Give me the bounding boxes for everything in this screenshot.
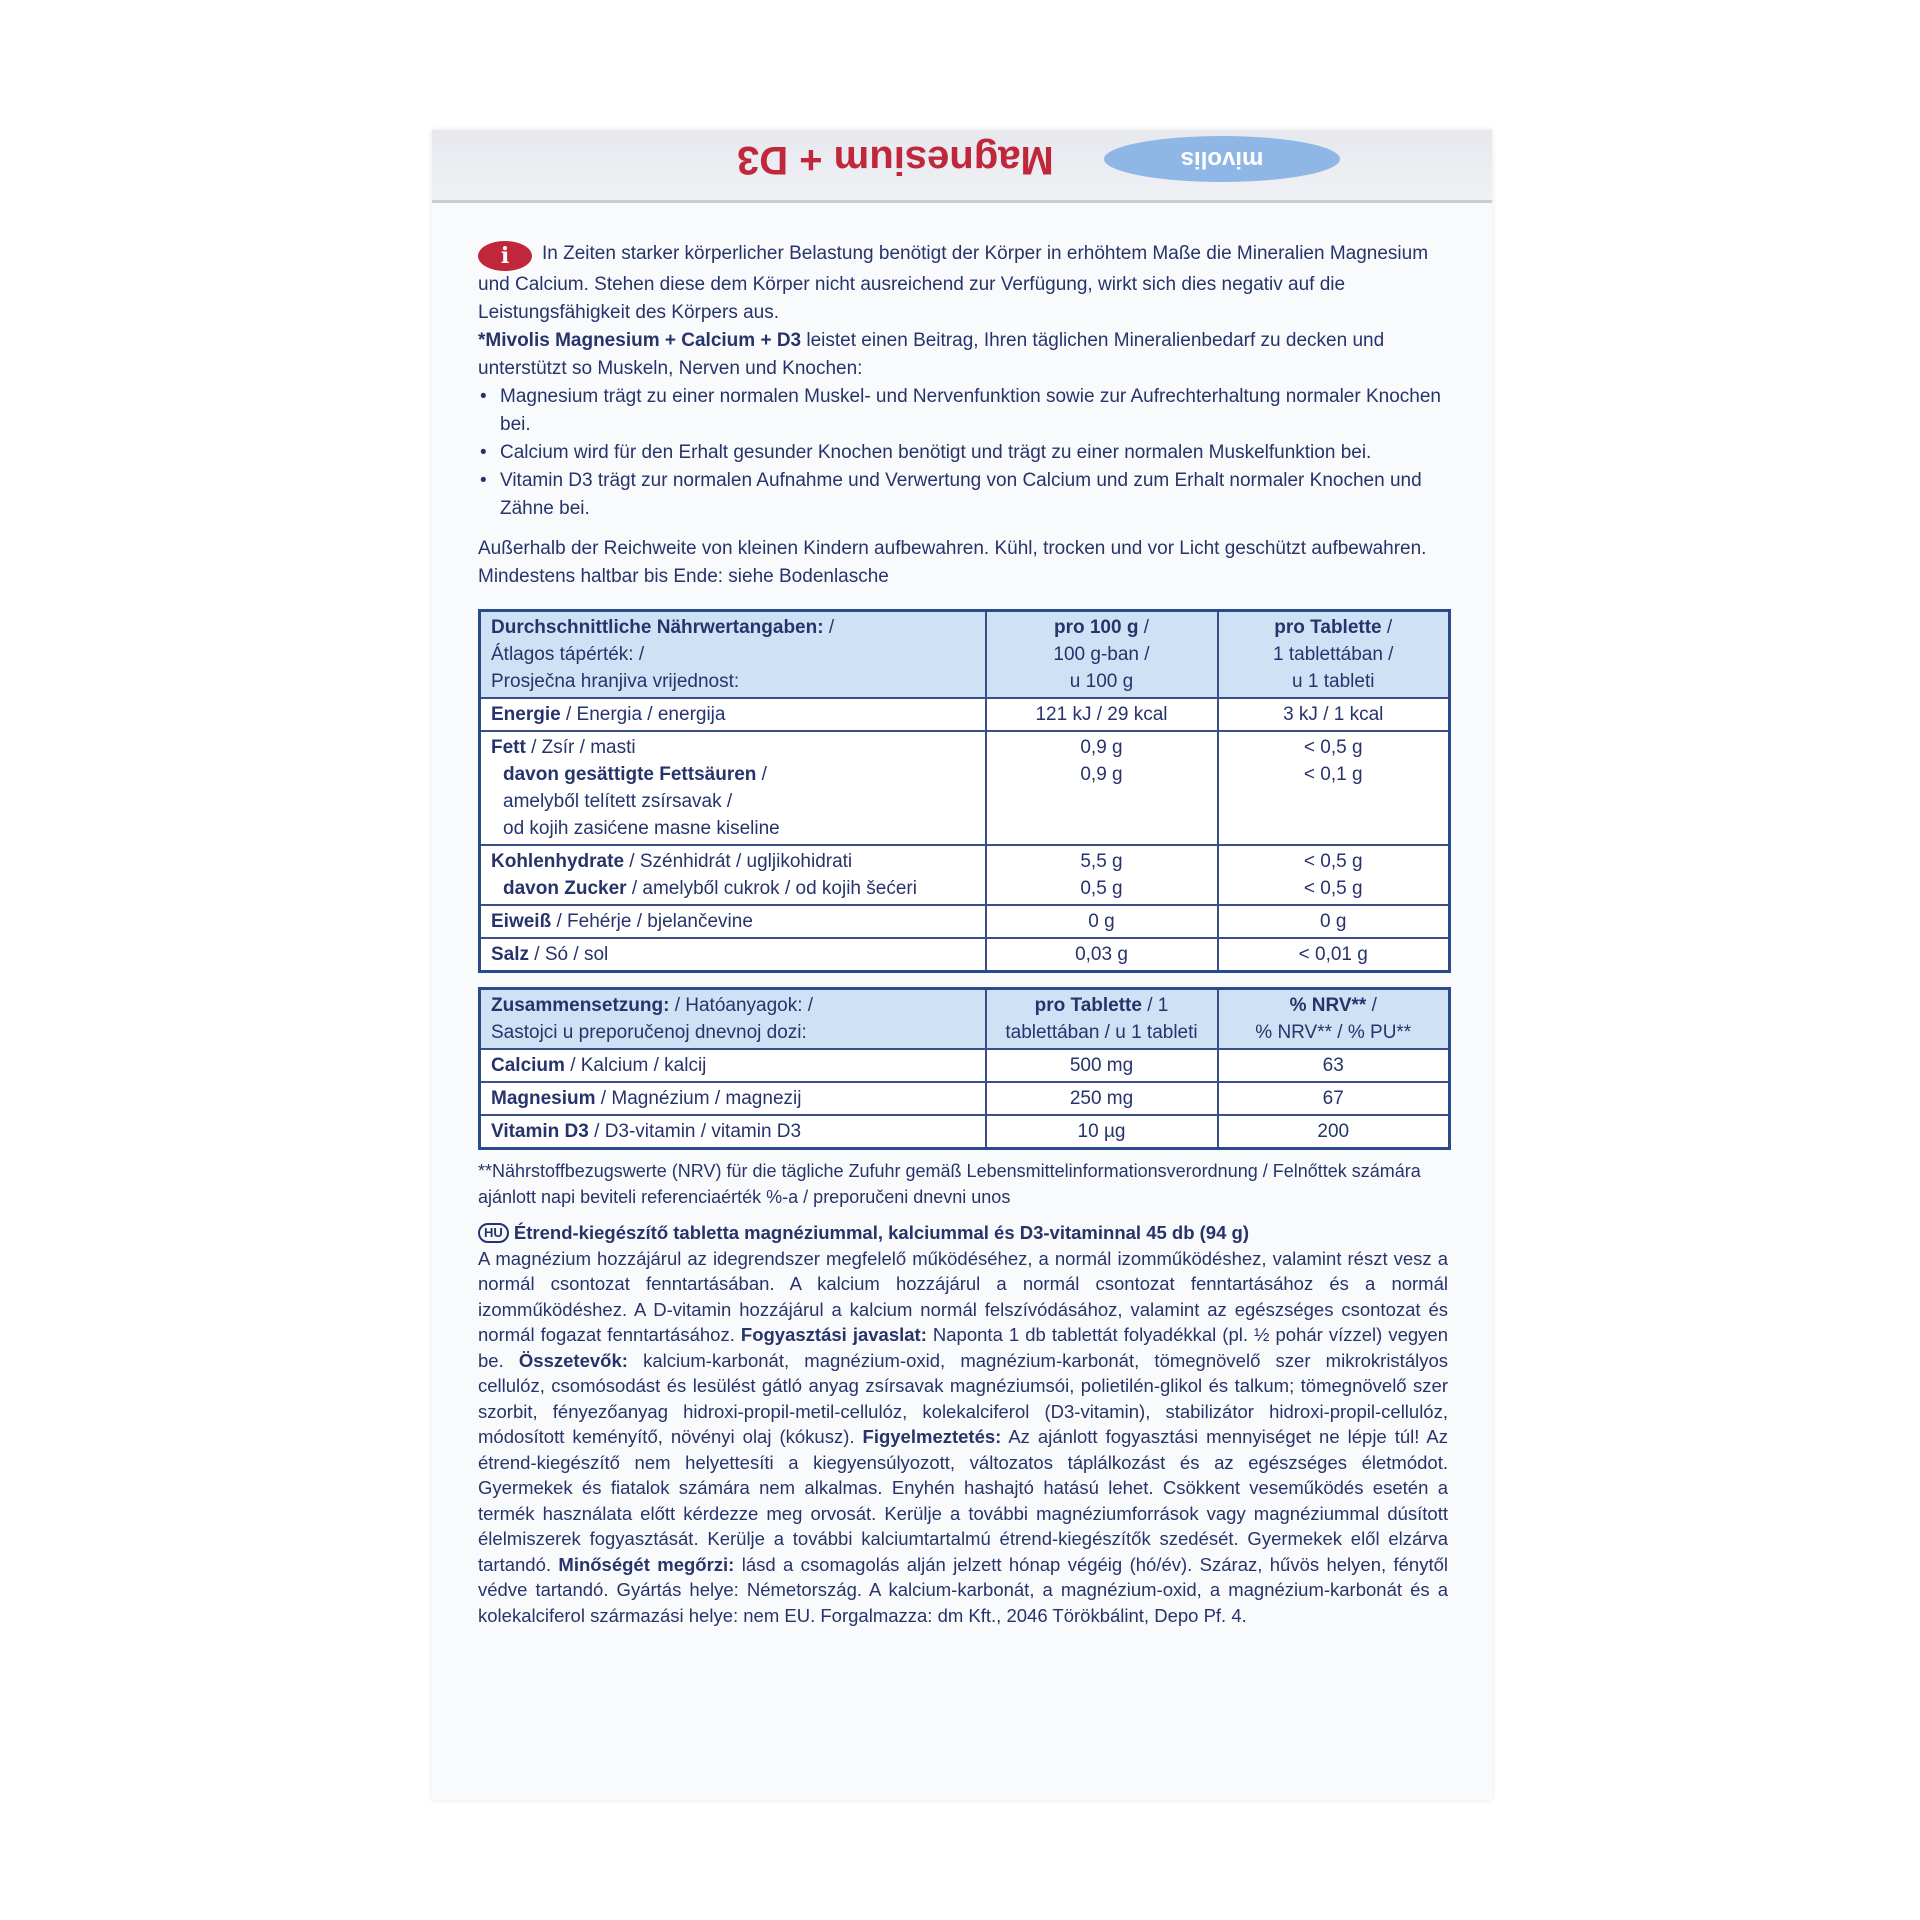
hungarian-section (478, 1220, 1448, 1628)
fat-per100: 0,9 g 0,9 g (986, 731, 1218, 845)
carbs-label: Kohlenhydrate / Szénhidrát / ugljikohidrati davon Zucker / amelyből cukrok / od kojih šećeri (480, 845, 986, 905)
table-row (480, 845, 1450, 905)
salt-label: Salz / Só / sol (480, 938, 986, 972)
table-row (480, 611, 1450, 699)
vitamin-d3-nrv: 200 (1218, 1115, 1450, 1149)
intro-paragraph: i In Zeiten starker körperlicher Belastung benötigt der Körper in erhöhtem Maße die Mineralien Magnesium und Calcium. Stehen diese dem Körper nicht ausreichend zur Verfügung, wirkt sich dies negativ auf die Leistungsfähigkeit des Körpers aus. (478, 243, 1429, 323)
list-item: • Calcium wird für den Erhalt gesunder Knochen benötigt und trägt zu einer normalen Muskelfunktion bei. (478, 439, 1448, 467)
magnesium-pertablet: 250 mg (986, 1082, 1218, 1115)
magnesium-label: Magnesium / Magnézium / magnezij (480, 1082, 986, 1115)
nrv-footnote: **Nährstoffbezugswerte (NRV) für die tägliche Zufuhr gemäß Lebensmittelinformationsverordnung / Felnőttek számára ajánlott napi beviteli referenciaérték %-a / preporučeni dnevni unos (478, 1161, 1421, 1207)
table-row (480, 1115, 1450, 1149)
flap-product-title: Magnesium + D3 (737, 138, 1054, 182)
nutrition-header-label: Durchschnittliche Nährwertangaben: / Átlagos tápérték: / Prosječna hranjiva vrijednost: (480, 611, 986, 699)
vitamin-d3-label: Vitamin D3 / D3-vitamin / vitamin D3 (480, 1115, 986, 1149)
energy-per100: 121 kJ / 29 kcal (986, 698, 1218, 731)
top-flap (432, 130, 1492, 203)
carbs-per100: 5,5 g 0,5 g (986, 845, 1218, 905)
calcium-pertablet: 500 mg (986, 1049, 1218, 1082)
benefit-list (478, 383, 1448, 523)
table-row (480, 1049, 1450, 1082)
nutrition-header-pertablet: pro Tablette / 1 tablettában / u 1 tableti (1218, 611, 1450, 699)
table-row (480, 905, 1450, 938)
intro-text (478, 240, 1448, 591)
composition-table (478, 987, 1451, 1150)
table-row (480, 938, 1450, 972)
label-content (478, 240, 1448, 1628)
list-item: • Vitamin D3 trägt zur normalen Aufnahme und Verwertung von Calcium und zum Erhalt normaler Knochen und Zähne bei. (478, 467, 1448, 523)
intro-claim: *Mivolis Magnesium + Calcium + D3 leistet einen Beitrag, Ihren täglichen Mineralienbedarf zu decken und unterstützt so Muskeln, Nerven und Knochen: (478, 330, 1385, 379)
hungarian-body: A magnézium hozzájárul az idegrendszer megfelelő működéséhez, a normál izomműködéshez, valamint részt vesz a normál csontozat fenntartásában. A kalcium hozzájárul a normál csontozat fenntartásához és a normál izomműködéshez. A D-vitamin hozzájárul a kalcium normál felszívódásához, valamint az egészséges csontozat és normál fogazat fenntartásához. Fogyasztási javaslat: Naponta 1 db tablettát folyadékkal (pl. ½ pohár vízzel) vegyen be. Összetevők: kalcium-karbonát, magnézium-oxid, magnézium-karbonát, tömegnövelő szer mikrokristályos cellulóz, csomósodást és lesülést gátló anyag zsírsavak magnéziumsói, polietilén-glikol és talkum; tömegnövelő szer szorbit, fényezőanyag hidroxi-propil-metil-cellulóz, kolekalciferol (D3-vitamin), stabilizátor hidroxi-propil-cellulóz, módosított keményítő, növényi olaj (kókusz). Figyelmeztetés: Az ajánlott fogyasztási mennyiséget ne lépje túl! Az étrend-kiegészítő nem helyettesíti a kiegyensúlyozott, változatos táplálkozást és az egészséges életmódot. Gyermekek és fiatalok számára nem alkalmas. Enyhén hashajtó hatású lehet. Csökkent veseműködés esetén a termék használata előtt kérdezze meg orvosát. Kerülje a további magnéziumforrások vagy magnéziummal dúsított élelmiszerek fogyasztását. Kerülje a további kalciumtartalmú étrend-kiegészítők szedését. Gyermekek elől elzárva tartandó. Minőségét megőrzi: lásd a csomagolás alján jelzett hónap végéig (hó/év). Száraz, hűvös helyen, fénytől védve tartandó. Gyártás helye: Németország. A kalcium-karbonát, a magnézium-oxid, a magnézium-karbonát és a kolekalciferol származási helye: nem EU. Forgalmazza: dm Kft., 2046 Törökbálint, Depo Pf. 4. (478, 1247, 1449, 1626)
protein-label: Eiweiß / Fehérje / bjelančevine (480, 905, 986, 938)
table-row (480, 989, 1450, 1050)
protein-pertablet: 0 g (1218, 905, 1450, 938)
fat-pertablet: < 0,5 g < 0,1 g (1218, 731, 1450, 845)
brand-logo: mivolis (1104, 136, 1340, 182)
composition-header-nrv: % NRV** / % NRV** / % PU** (1218, 989, 1450, 1050)
energy-label: Energie / Energia / energija (480, 698, 986, 731)
nutrition-header-per100: pro 100 g / 100 g-ban / u 100 g (986, 611, 1218, 699)
fat-label: Fett / Zsír / masti davon gesättigte Fettsäuren / amelyből telített zsírsavak / od kojih zasićene masne kiseline (480, 731, 986, 845)
table-row (480, 1082, 1450, 1115)
salt-pertablet: < 0,01 g (1218, 938, 1450, 972)
carbs-pertablet: < 0,5 g < 0,5 g (1218, 845, 1450, 905)
calcium-nrv: 63 (1218, 1049, 1450, 1082)
table-row (480, 731, 1450, 845)
info-icon: i (478, 241, 532, 271)
magnesium-nrv: 67 (1218, 1082, 1450, 1115)
hu-language-badge: HU (478, 1223, 509, 1243)
composition-header-pertablet: pro Tablette / 1 tablettában / u 1 tableti (986, 989, 1218, 1050)
table-row (480, 698, 1450, 731)
vitamin-d3-pertablet: 10 µg (986, 1115, 1218, 1149)
storage-note: Außerhalb der Reichweite von kleinen Kindern aufbewahren. Kühl, trocken und vor Licht geschützt aufbewahren. Mindestens haltbar bis Ende: siehe Bodenlasche (478, 538, 1427, 587)
nutrition-table (478, 609, 1451, 973)
energy-pertablet: 3 kJ / 1 kcal (1218, 698, 1450, 731)
hungarian-title: HU Étrend-kiegészítő tabletta magnéziummal, kalciummal és D3-vitaminnal 45 db (94 g) (478, 1220, 1448, 1246)
list-item: • Magnesium trägt zu einer normalen Muskel- und Nervenfunktion sowie zur Aufrechterhaltung normaler Knochen bei. (478, 383, 1448, 439)
salt-per100: 0,03 g (986, 938, 1218, 972)
calcium-label: Calcium / Kalcium / kalcij (480, 1049, 986, 1082)
protein-per100: 0 g (986, 905, 1218, 938)
composition-header-label: Zusammensetzung: / Hatóanyagok: / Sastojci u preporučenoj dnevnoj dozi: (480, 989, 986, 1050)
